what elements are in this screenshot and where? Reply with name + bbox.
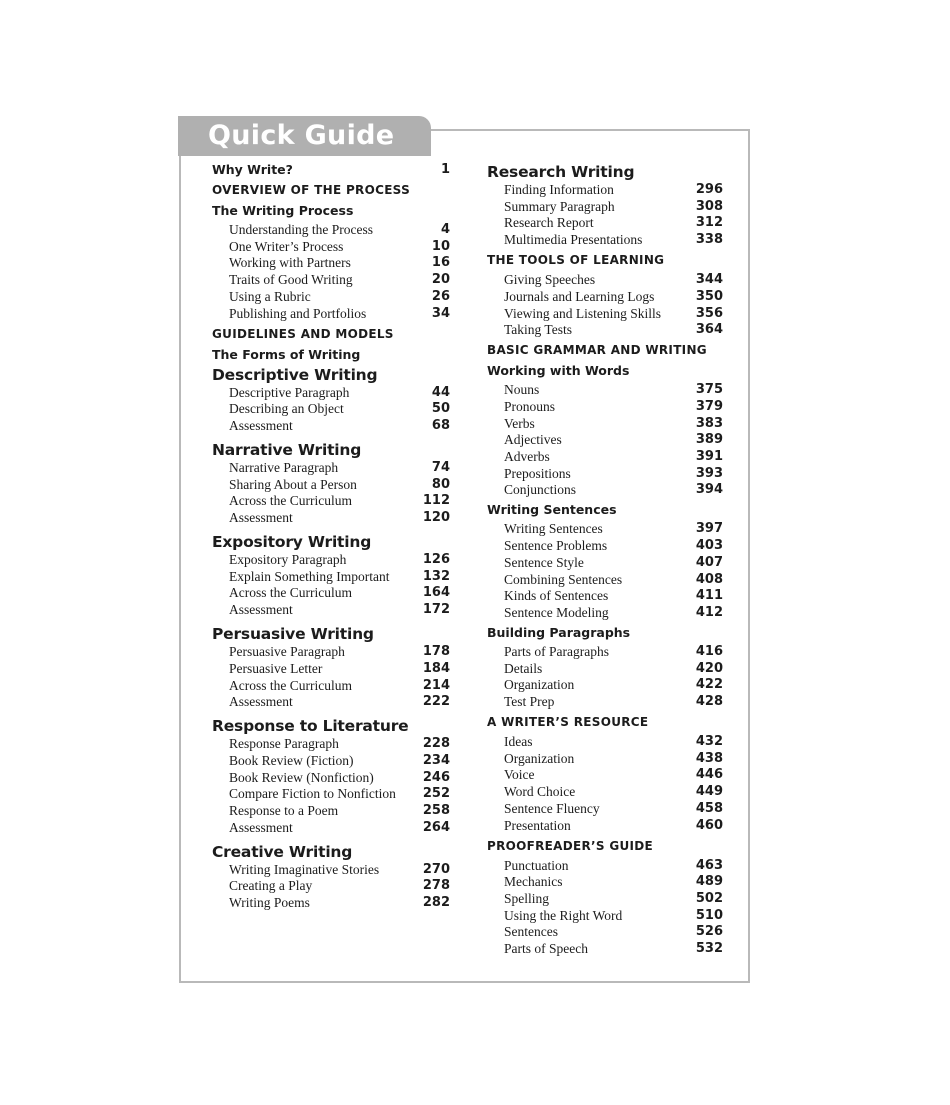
entry-label: Working with Partners: [229, 255, 351, 271]
page-number: 458: [695, 800, 723, 816]
entry-label: Organization: [504, 677, 575, 693]
toc-entry-creating-a-play: [212, 877, 450, 894]
page-number: 449: [695, 784, 723, 800]
page-number: 222: [422, 694, 450, 710]
toc-entry-why-write: [212, 161, 450, 178]
toc-entry-explain-something-important: [212, 568, 450, 585]
entry-label: GUIDELINES AND MODELS: [212, 326, 394, 341]
toc-entry-publishing-and-portfolios: [212, 305, 450, 322]
toc-entry-writing-sentences: [487, 520, 723, 537]
entry-label: Assessment: [229, 819, 293, 835]
section-heading-guidelines-and-models: [212, 326, 450, 343]
page-number: 397: [695, 521, 723, 537]
page-number: 20: [431, 272, 450, 288]
toc-entry-parts-of-paragraphs: [487, 643, 723, 660]
toc-entry-persuasive-paragraph: [212, 643, 450, 660]
page-number: 432: [695, 734, 723, 749]
entry-label: Mechanics: [504, 874, 563, 890]
page-number: 389: [695, 432, 723, 448]
entry-label: Word Choice: [504, 784, 576, 800]
toc-entry-sentences: [487, 923, 723, 940]
toc-entry-response-paragraph: [212, 735, 450, 752]
toc-entry-using-a-rubric: [212, 288, 450, 305]
page-number: 379: [695, 398, 723, 414]
page-number: 246: [422, 769, 450, 785]
entry-label: Parts of Paragraphs: [504, 643, 609, 659]
page-number: 178: [422, 644, 450, 660]
page-number: 214: [422, 677, 450, 693]
entry-label: Using the Right Word: [504, 907, 623, 923]
entry-label: Nouns: [504, 382, 540, 398]
entry-label: Assessment: [229, 694, 293, 710]
toc-entry-organization: [487, 676, 723, 693]
toc-entry-spelling: [487, 890, 723, 907]
toc-entry-assessment: [212, 819, 450, 836]
page-number: 50: [431, 401, 450, 417]
page-number: 338: [695, 232, 723, 248]
category-heading-narrative-writing: [212, 440, 450, 460]
entry-label: Ideas: [504, 734, 533, 749]
entry-label: Spelling: [504, 890, 550, 906]
entry-label: Taking Tests: [504, 322, 572, 338]
page-number: 383: [695, 415, 723, 431]
toc-entry-working-with-partners: [212, 254, 450, 271]
entry-label: A WRITER’S RESOURCE: [487, 715, 649, 729]
entry-label: Voice: [504, 767, 535, 783]
entry-label: Organization: [504, 750, 575, 766]
page-number: 126: [422, 552, 450, 567]
toc-entry-sentence-fluency: [487, 800, 723, 817]
toc-entry-response-to-a-poem: [212, 802, 450, 819]
entry-label: Writing Imaginative Stories: [229, 861, 380, 877]
entry-label: Details: [504, 660, 543, 676]
entry-label: Traits of Good Writing: [229, 272, 353, 288]
page-number: 428: [695, 694, 723, 709]
toc-entry-one-writer-s-process: [212, 238, 450, 255]
page-number: 80: [431, 476, 450, 492]
page-number: 394: [695, 482, 723, 498]
toc-entry-verbs: [487, 415, 723, 432]
toc-entry-across-the-curriculum: [212, 492, 450, 509]
page-number: 375: [695, 382, 723, 398]
toc-entry-ideas: [487, 733, 723, 750]
entry-label: Sentence Modeling: [504, 604, 609, 620]
toc-entry-sentence-modeling: [487, 604, 723, 621]
page-number: 422: [695, 677, 723, 693]
page-number: 296: [695, 182, 723, 197]
page-number: 350: [695, 288, 723, 304]
page-number: 16: [431, 255, 450, 271]
toc-entry-compare-fiction-to-nonfiction: [212, 785, 450, 802]
page-number: 438: [695, 750, 723, 766]
toc-entry-details: [487, 660, 723, 677]
entry-label: Giving Speeches: [504, 272, 596, 288]
entry-label: OVERVIEW OF THE PROCESS: [212, 183, 411, 197]
subsection-heading-building-paragraphs: [487, 624, 723, 641]
toc-entry-sentence-problems: [487, 537, 723, 554]
entry-label: Multimedia Presentations: [504, 232, 643, 248]
section-heading-basic-grammar-and-writing: [487, 342, 723, 359]
page-number: 26: [431, 288, 450, 304]
toc-entry-prepositions: [487, 465, 723, 482]
entry-label: Persuasive Paragraph: [229, 644, 345, 660]
entry-label: Persuasive Writing: [212, 625, 374, 644]
entry-label: Publishing and Portfolios: [229, 305, 367, 321]
entry-label: Conjunctions: [504, 482, 577, 498]
entry-label: Across the Curriculum: [229, 493, 352, 509]
toc-entry-writing-poems: [212, 894, 450, 911]
page-number: 364: [695, 322, 723, 338]
page-number: 270: [422, 861, 450, 877]
subsection-heading-working-with-words: [487, 362, 723, 379]
page-number: 132: [422, 568, 450, 584]
entry-label: Sharing About a Person: [229, 476, 357, 492]
toc-entry-expository-paragraph: [212, 551, 450, 568]
toc-entry-parts-of-speech: [487, 940, 723, 957]
entry-label: Using a Rubric: [229, 288, 311, 304]
toc-entry-book-review-nonfiction: [212, 769, 450, 786]
toc-entry-summary-paragraph: [487, 198, 723, 215]
toc-entry-conjunctions: [487, 481, 723, 498]
subsection-heading-writing-sentences: [487, 501, 723, 518]
entry-label: Summary Paragraph: [504, 198, 615, 214]
toc-entry-viewing-and-listening-skills: [487, 305, 723, 322]
entry-label: Sentence Fluency: [504, 800, 600, 816]
toc-entry-pronouns: [487, 398, 723, 415]
toc-entry-across-the-curriculum: [212, 584, 450, 601]
page-number: 10: [431, 238, 450, 254]
entry-label: Kinds of Sentences: [504, 588, 609, 604]
entry-label: The Writing Process: [212, 203, 354, 218]
entry-label: Assessment: [229, 417, 293, 433]
page-number: 403: [695, 538, 723, 554]
entry-label: Writing Sentences: [487, 502, 617, 518]
page-number: 460: [695, 817, 723, 833]
page-number: 489: [695, 874, 723, 890]
entry-label: Journals and Learning Logs: [504, 288, 655, 304]
entry-label: Response to Literature: [212, 717, 409, 736]
entry-label: Book Review (Fiction): [229, 752, 354, 768]
entry-label: Creating a Play: [229, 878, 313, 894]
page-number: 356: [695, 305, 723, 321]
page-number: 407: [695, 554, 723, 570]
toc-entry-descriptive-paragraph: [212, 384, 450, 401]
toc-entry-taking-tests: [487, 321, 723, 338]
page-number: 312: [695, 215, 723, 231]
entry-label: Finding Information: [504, 182, 614, 197]
toc-entry-sentence-style: [487, 554, 723, 571]
entry-label: Book Review (Nonfiction): [229, 769, 374, 785]
entry-label: Why Write?: [212, 162, 293, 177]
page-title: Quick Guide: [208, 120, 395, 151]
category-heading-research-writing: [487, 162, 723, 182]
page-number: 526: [695, 924, 723, 940]
toc-entry-word-choice: [487, 783, 723, 800]
page-number: 412: [695, 604, 723, 620]
page-number: 184: [422, 660, 450, 676]
toc-entry-across-the-curriculum: [212, 677, 450, 694]
entry-label: Narrative Writing: [212, 440, 362, 459]
page-number: 282: [422, 895, 450, 911]
toc-entry-understanding-the-process: [212, 221, 450, 238]
toc-entry-adverbs: [487, 448, 723, 465]
entry-label: Understanding the Process: [229, 222, 373, 237]
page-number: 112: [422, 493, 450, 509]
toc-entry-voice: [487, 766, 723, 783]
page-number: 74: [431, 459, 450, 475]
section-heading-the-tools-of-learning: [487, 252, 723, 269]
page-number: 411: [695, 588, 723, 604]
entry-label: Verbs: [504, 415, 535, 431]
entry-label: Combining Sentences: [504, 571, 623, 587]
toc-entry-research-report: [487, 214, 723, 231]
category-heading-creative-writing: [212, 842, 450, 862]
entry-label: Across the Curriculum: [229, 585, 352, 601]
page-number: 502: [695, 890, 723, 906]
toc-entry-using-the-right-word: [487, 907, 723, 924]
entry-label: Viewing and Listening Skills: [504, 305, 662, 321]
toc-entry-giving-speeches: [487, 271, 723, 288]
entry-label: Response to a Poem: [229, 803, 339, 818]
entry-label: Sentence Style: [504, 554, 584, 570]
page-number: 164: [422, 585, 450, 601]
toc-entry-book-review-fiction: [212, 752, 450, 769]
entry-label: Describing an Object: [229, 401, 344, 417]
toc-entry-combining-sentences: [487, 571, 723, 588]
toc-entry-multimedia-presentations: [487, 231, 723, 248]
page-number: 34: [431, 305, 450, 321]
page-number: 391: [695, 449, 723, 464]
toc-entry-presentation: [487, 817, 723, 834]
toc-entry-assessment: [212, 601, 450, 618]
toc-entry-assessment: [212, 417, 450, 434]
section-heading-proofreader-s-guide: [487, 838, 723, 855]
entry-label: Creative Writing: [212, 842, 353, 861]
subsection-heading-the-writing-process: [212, 202, 450, 219]
entry-label: Sentence Problems: [504, 538, 608, 554]
toc-entry-organization: [487, 750, 723, 767]
page-number: 234: [422, 752, 450, 768]
page-number: 278: [422, 878, 450, 894]
entry-label: Writing Poems: [229, 895, 310, 911]
entry-label: Across the Curriculum: [229, 677, 352, 693]
toc-entry-test-prep: [487, 693, 723, 710]
page-number: 308: [695, 198, 723, 214]
toc-entry-assessment: [212, 693, 450, 710]
toc-entry-finding-information: [487, 181, 723, 198]
page-number: 416: [695, 643, 723, 659]
page-number: 44: [431, 384, 450, 400]
category-heading-descriptive-writing: [212, 365, 450, 385]
page-number: 446: [695, 767, 723, 783]
entry-label: Pronouns: [504, 398, 556, 414]
entry-label: Adjectives: [504, 432, 562, 448]
entry-label: Punctuation: [504, 857, 569, 873]
page-number: 1: [440, 162, 450, 177]
toc-entry-assessment: [212, 509, 450, 526]
entry-label: Narrative Paragraph: [229, 459, 339, 475]
toc-entry-narrative-paragraph: [212, 459, 450, 476]
entry-label: Research Writing: [487, 163, 635, 181]
entry-label: Sentences: [504, 924, 558, 940]
page-number: 393: [695, 465, 723, 481]
entry-label: Presentation: [504, 817, 571, 833]
entry-label: Prepositions: [504, 465, 571, 481]
page-number: 463: [695, 857, 723, 873]
toc-entry-journals-and-learning-logs: [487, 288, 723, 305]
entry-label: Descriptive Writing: [212, 365, 378, 384]
toc-entry-persuasive-letter: [212, 660, 450, 677]
page-number: 532: [695, 941, 723, 956]
toc-entry-writing-imaginative-stories: [212, 861, 450, 878]
entry-label: Response Paragraph: [229, 736, 339, 752]
entry-label: Assessment: [229, 602, 293, 618]
entry-label: Test Prep: [504, 694, 555, 709]
entry-label: Explain Something Important: [229, 568, 390, 584]
entry-label: THE TOOLS OF LEARNING: [487, 253, 665, 268]
toc-entry-describing-an-object: [212, 400, 450, 417]
entry-label: PROOFREADER’S GUIDE: [487, 838, 654, 853]
toc-entry-kinds-of-sentences: [487, 587, 723, 604]
entry-label: Writing Sentences: [504, 521, 603, 537]
section-heading-a-writer-s-resource: [487, 714, 723, 731]
entry-label: Persuasive Letter: [229, 660, 323, 676]
entry-label: Research Report: [504, 215, 594, 231]
entry-label: Descriptive Paragraph: [229, 384, 350, 400]
entry-label: Assessment: [229, 510, 293, 525]
entry-label: Parts of Speech: [504, 941, 588, 956]
entry-label: Compare Fiction to Nonfiction: [229, 786, 396, 802]
page-number: 258: [422, 803, 450, 818]
category-heading-expository-writing: [212, 532, 450, 552]
page-number: 172: [422, 602, 450, 618]
page-number: 264: [422, 819, 450, 835]
toc-entry-mechanics: [487, 873, 723, 890]
page-number: 228: [422, 736, 450, 752]
entry-label: Building Paragraphs: [487, 624, 631, 640]
entry-label: The Forms of Writing: [212, 346, 361, 362]
page-number: 252: [422, 786, 450, 802]
category-heading-persuasive-writing: [212, 624, 450, 644]
section-heading-overview-of-the-process: [212, 182, 450, 199]
page-number: 420: [695, 660, 723, 676]
toc-entry-nouns: [487, 381, 723, 398]
toc-entry-sharing-about-a-person: [212, 476, 450, 493]
entry-label: Expository Writing: [212, 533, 372, 551]
page-number: 4: [440, 222, 450, 237]
toc-entry-punctuation: [487, 857, 723, 874]
entry-label: BASIC GRAMMAR AND WRITING: [487, 343, 707, 358]
page-number: 510: [695, 907, 723, 923]
page-number: 408: [695, 571, 723, 587]
page-number: 344: [695, 272, 723, 288]
page-number: 68: [431, 417, 450, 433]
toc-entry-traits-of-good-writing: [212, 271, 450, 288]
entry-label: Expository Paragraph: [229, 552, 347, 567]
entry-label: Working with Words: [487, 363, 630, 379]
page-number: 120: [422, 510, 450, 525]
entry-label: One Writer’s Process: [229, 238, 344, 254]
category-heading-response-to-literature: [212, 716, 450, 736]
subsection-heading-the-forms-of-writing: [212, 346, 450, 363]
entry-label: Adverbs: [504, 449, 550, 464]
toc-entry-adjectives: [487, 431, 723, 448]
